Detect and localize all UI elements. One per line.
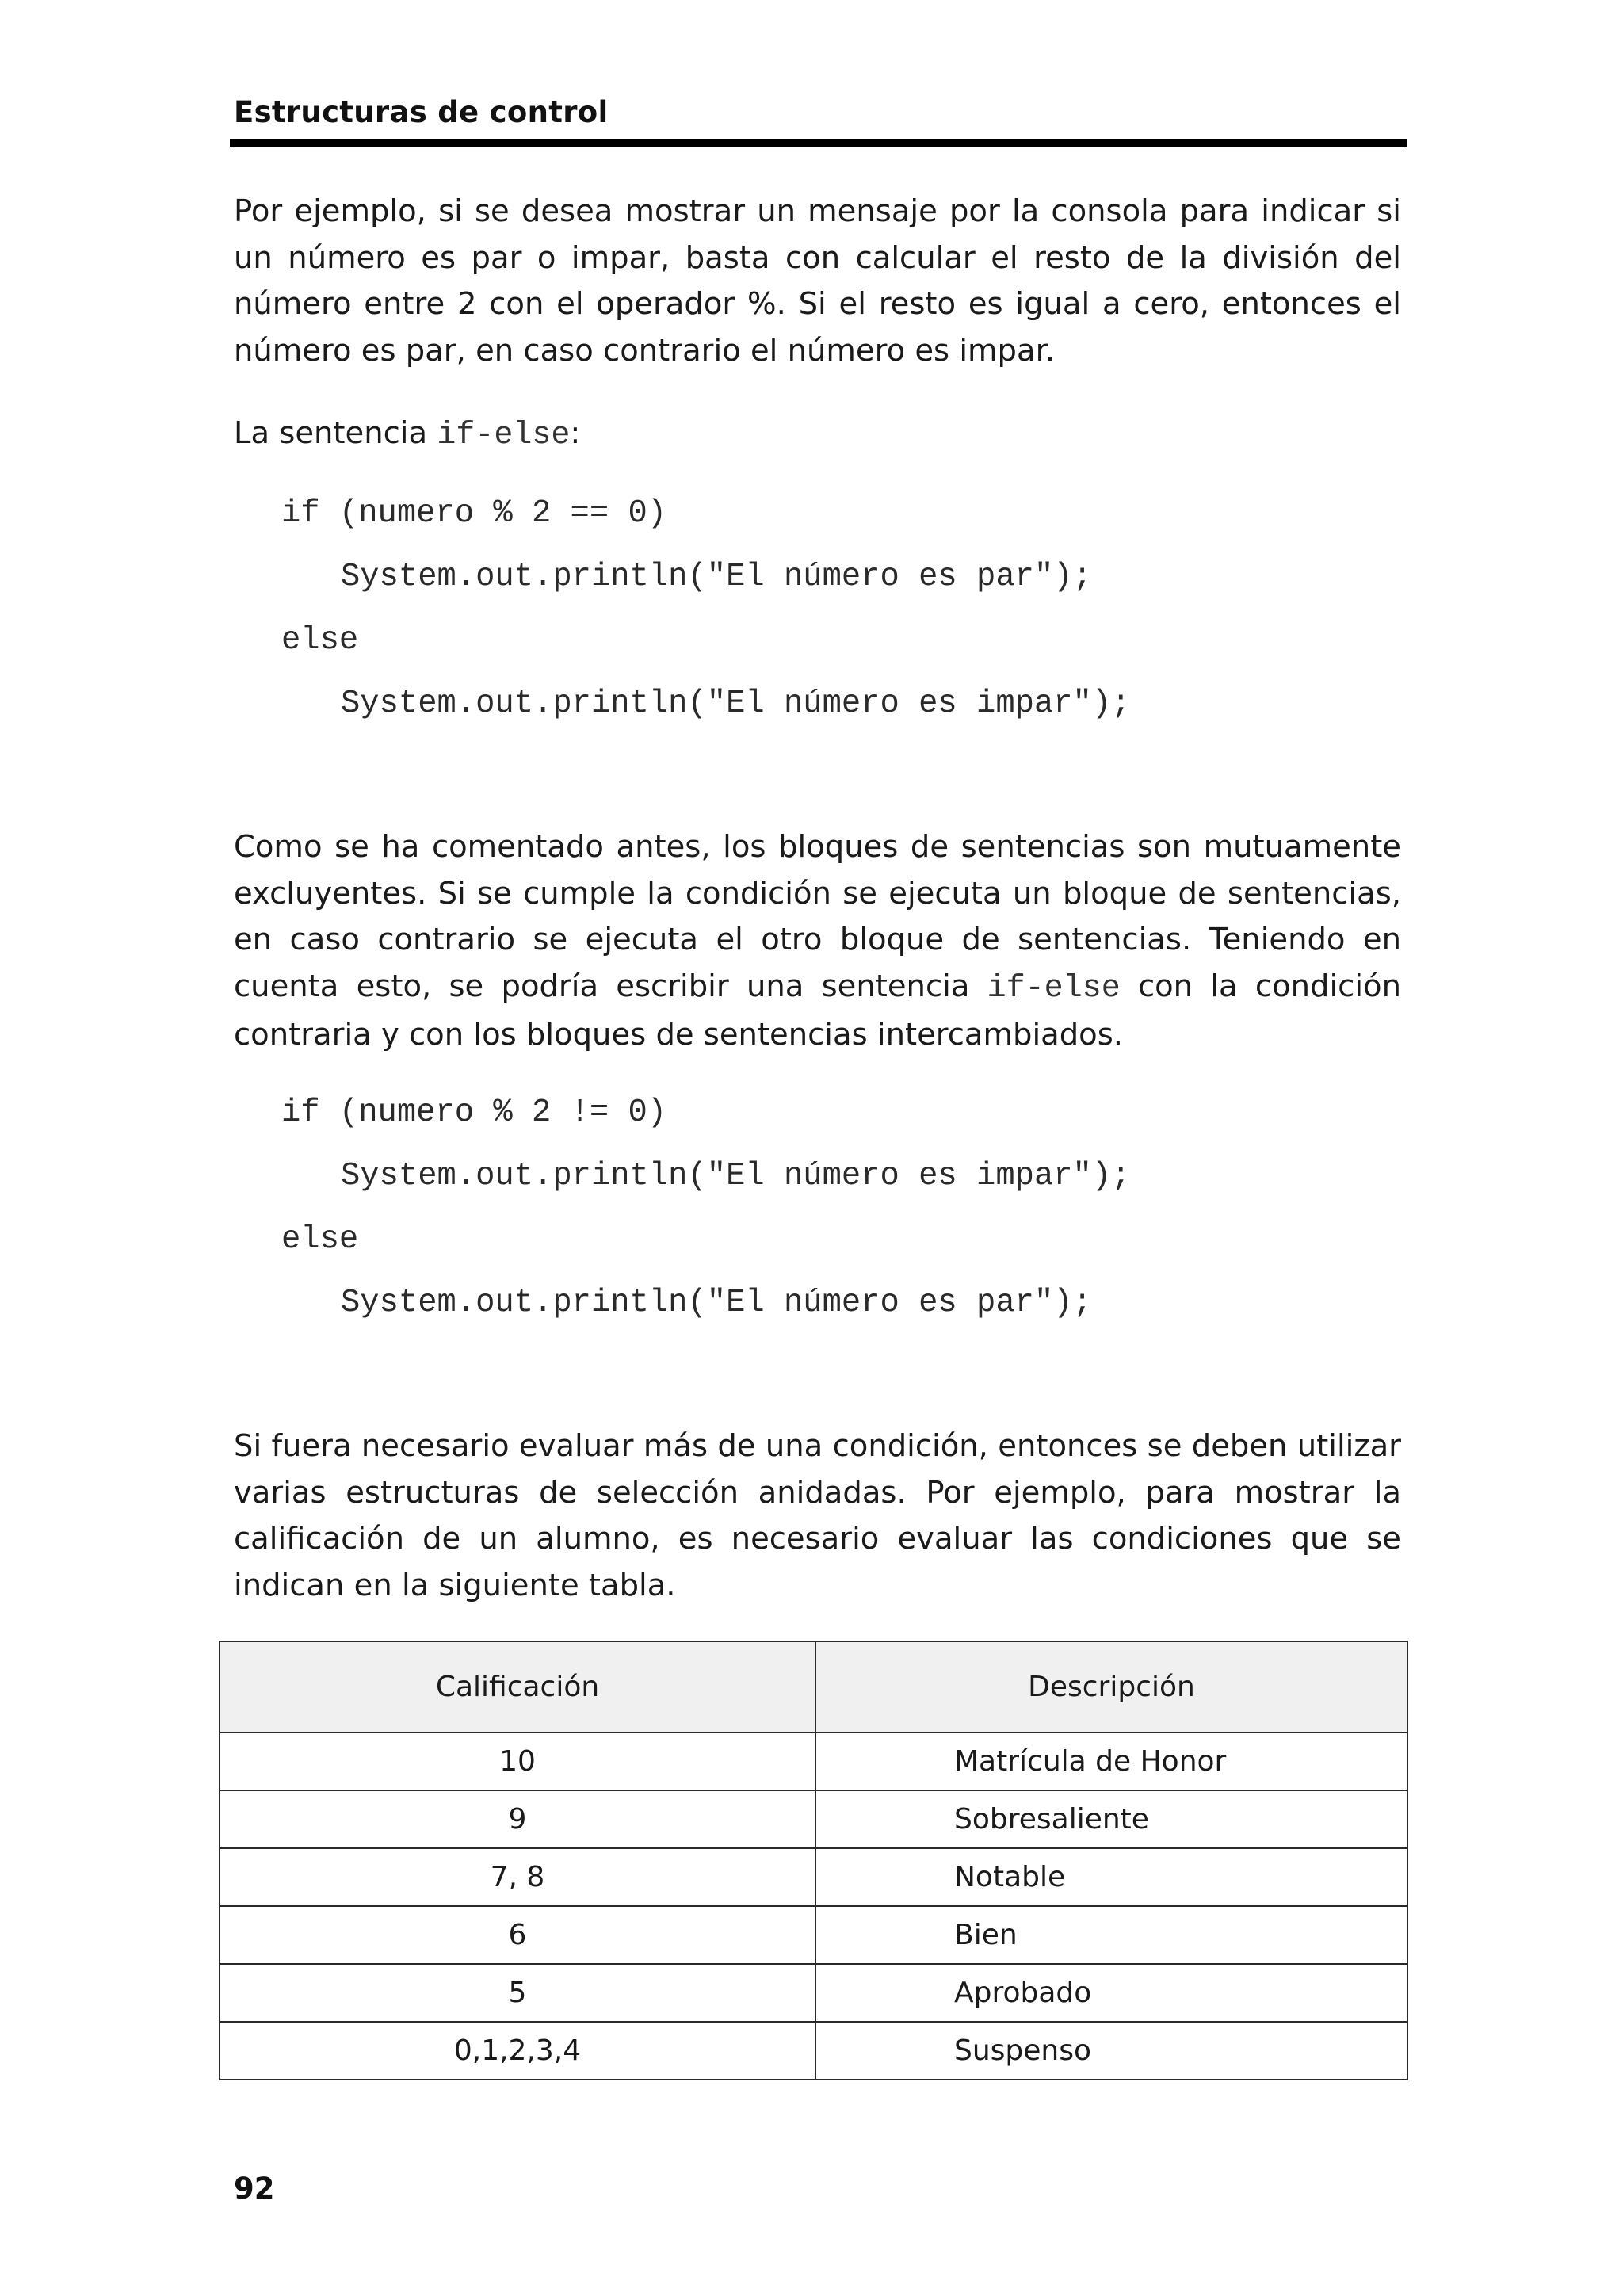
description-cell: Matrícula de Honor [815, 1733, 1407, 1790]
paragraph-nested-selection [234, 1423, 1401, 1609]
table-row [220, 2022, 1407, 2080]
page-number: 92 [234, 2172, 275, 2206]
paragraph-text: con la condición contraria y con los bloques de sentencias intercambiados. [234, 968, 1401, 1052]
code-block-parity [281, 482, 1130, 735]
grade-cell: 7, 8 [220, 1848, 815, 1906]
code-line: System.out.println("El número es impar"); [341, 1158, 1131, 1194]
code-line: System.out.println("El número es par"); [341, 1285, 1092, 1321]
table-row [220, 1790, 1407, 1848]
grade-cell: 6 [220, 1906, 815, 1964]
grade-cell: 0,1,2,3,4 [220, 2022, 815, 2080]
code-line: System.out.println("El número es impar"); [341, 686, 1131, 722]
table-row [220, 1906, 1407, 1964]
description-cell: Bien [815, 1906, 1407, 1964]
paragraph-text: : [570, 415, 581, 451]
paragraph-text: Por ejemplo, si se desea mostrar un mensaje por la consola para indicar si un número es par o impar, basta con calcular el resto de la división del número entre 2 con el operador %. Si el resto es igual a cero, entonces el número es par, en caso contrario el número es impar. [234, 193, 1401, 369]
paragraph-text: Si fuera necesario evaluar más de una condición, entonces se deben utilizar varias estructuras de selección anidadas. Por ejemplo, para mostrar la calificación de un alumno, es necesario evaluar las condiciones que se indican en la siguiente tabla. [234, 1428, 1401, 1603]
description-cell: Notable [815, 1848, 1407, 1906]
code-line: if (numero % 2 != 0) [281, 1095, 667, 1131]
grade-cell: 10 [220, 1733, 815, 1790]
code-line: else [281, 622, 359, 659]
code-line: else [281, 1221, 359, 1258]
inline-code: if-else [987, 970, 1121, 1007]
grade-cell: 5 [220, 1964, 815, 2022]
running-header: Estructuras de control [234, 95, 609, 129]
table-header-row [220, 1641, 1407, 1733]
paragraph-parity-intro [234, 189, 1401, 374]
description-cell: Suspenso [815, 2022, 1407, 2080]
paragraph-text: Como se ha comentado antes, los bloques de sentencias son mutuamente excluyentes. Si se cumple la condición se ejecuta un bloque de sentencias, en caso contrario se ejecuta el otro bloque de sentencias. Teniendo en cuenta esto, se podría escribir una sentencia [234, 829, 1401, 1004]
code-block-parity-inverted [281, 1081, 1130, 1335]
paragraph-if-else-label [234, 411, 1401, 460]
code-line: if (numero % 2 == 0) [281, 495, 667, 532]
table-row [220, 1848, 1407, 1906]
column-header-descripcion: Descripción [815, 1641, 1407, 1733]
inline-code: if-else [437, 418, 571, 453]
paragraph-text: La sentencia [234, 415, 437, 451]
grade-cell: 9 [220, 1790, 815, 1848]
header-rule [230, 139, 1407, 147]
column-header-calificacion: Calificación [220, 1641, 815, 1733]
paragraph-mutually-exclusive [234, 824, 1401, 1059]
table-row [220, 1964, 1407, 2022]
description-cell: Aprobado [815, 1964, 1407, 2022]
table-row [220, 1733, 1407, 1790]
description-cell: Sobresaliente [815, 1790, 1407, 1848]
grades-table [219, 1641, 1408, 2080]
code-line: System.out.println("El número es par"); [341, 559, 1092, 595]
